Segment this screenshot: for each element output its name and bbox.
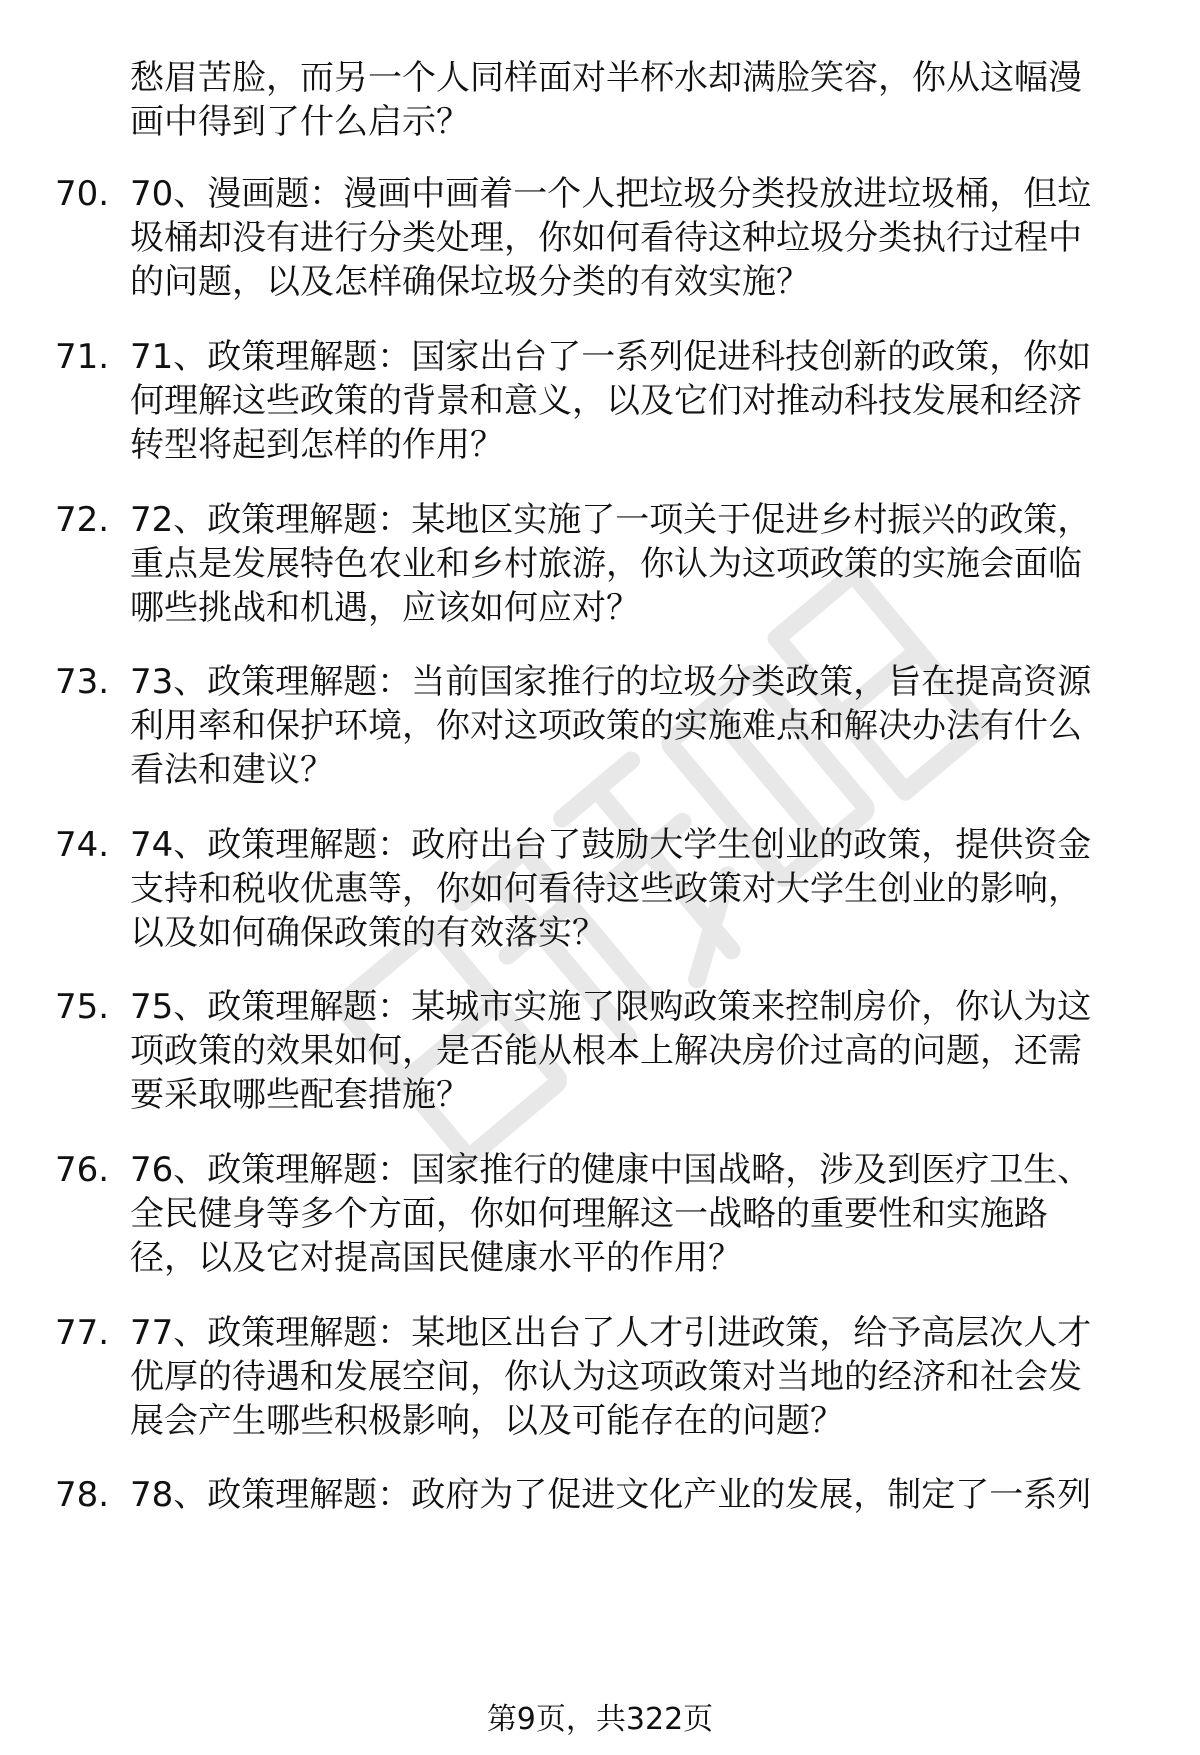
text-line: 以及如何确保政策的有效落实？	[130, 913, 606, 953]
text-line: 的问题，以及怎样确保垃圾分类的有效实施？	[130, 262, 810, 302]
text-line: 展会产生哪些积极影响，以及可能存在的问题？	[130, 1401, 844, 1441]
text-line: 77、政策理解题：某地区出台了人才引进政策，给予高层次人才	[130, 1313, 1092, 1353]
question-number: 77.	[55, 1313, 110, 1353]
question-number: 76.	[55, 1150, 110, 1190]
text-line: 75、政策理解题：某城市实施了限购政策来控制房价，你认为这	[130, 987, 1092, 1027]
question-number: 75.	[55, 987, 110, 1027]
question-number: 71.	[55, 337, 110, 377]
text-line: 何理解这些政策的背景和意义，以及它们对推动科技发展和经济	[130, 381, 1082, 421]
text-line: 哪些挑战和机遇，应该如何应对？	[130, 588, 640, 628]
text-line: 全民健身等多个方面，你如何理解这一战略的重要性和实施路	[130, 1194, 1048, 1234]
question-number: 73.	[55, 662, 110, 702]
text-line: 优厚的待遇和发展空间，你认为这项政策对当地的经济和社会发	[130, 1357, 1082, 1397]
text-line: 支持和税收优惠等，你如何看待这些政策对大学生创业的影响，	[130, 869, 1082, 909]
text-line: 72、政策理解题：某地区实施了一项关于促进乡村振兴的政策，	[130, 500, 1092, 540]
question-number: 70.	[55, 174, 110, 214]
text-line: 要采取哪些配套措施？	[130, 1075, 470, 1115]
text-line: 径，以及它对提高国民健康水平的作用？	[130, 1238, 742, 1278]
text-line: 项政策的效果如何，是否能从根本上解决房价过高的问题，还需	[130, 1031, 1082, 1071]
text-line: 76、政策理解题：国家推行的健康中国战略，涉及到医疗卫生、	[130, 1150, 1092, 1190]
text-line: 74、政策理解题：政府出台了鼓励大学生创业的政策，提供资金	[130, 825, 1092, 865]
question-number: 72.	[55, 500, 110, 540]
text-line: 重点是发展特色农业和乡村旅游，你认为这项政策的实施会面临	[130, 544, 1082, 584]
text-line: 看法和建议？	[130, 750, 334, 790]
text-line: 78、政策理解题：政府为了促进文化产业的发展，制定了一系列	[130, 1475, 1092, 1515]
text-line: 利用率和保护环境，你对这项政策的实施难点和解决办法有什么	[130, 706, 1082, 746]
text-line: 圾桶却没有进行分类处理，你如何看待这种垃圾分类执行过程中	[130, 218, 1082, 258]
text-line: 70、漫画题：漫画中画着一个人把垃圾分类投放进垃圾桶，但垃	[130, 174, 1092, 214]
page-number-footer: 第9页，共322页	[486, 1702, 714, 1737]
text-line: 71、政策理解题：国家出台了一系列促进科技创新的政策，你如	[130, 337, 1092, 377]
text-line: 转型将起到怎样的作用？	[130, 425, 504, 465]
text-line: 愁眉苦脸，而另一个人同样面对半杯水却满脸笑容，你从这幅漫	[130, 58, 1082, 98]
text-line: 画中得到了什么启示？	[130, 102, 470, 142]
question-number: 78.	[55, 1475, 110, 1515]
text-line: 73、政策理解题：当前国家推行的垃圾分类政策，旨在提高资源	[130, 662, 1092, 702]
question-number: 74.	[55, 825, 110, 865]
